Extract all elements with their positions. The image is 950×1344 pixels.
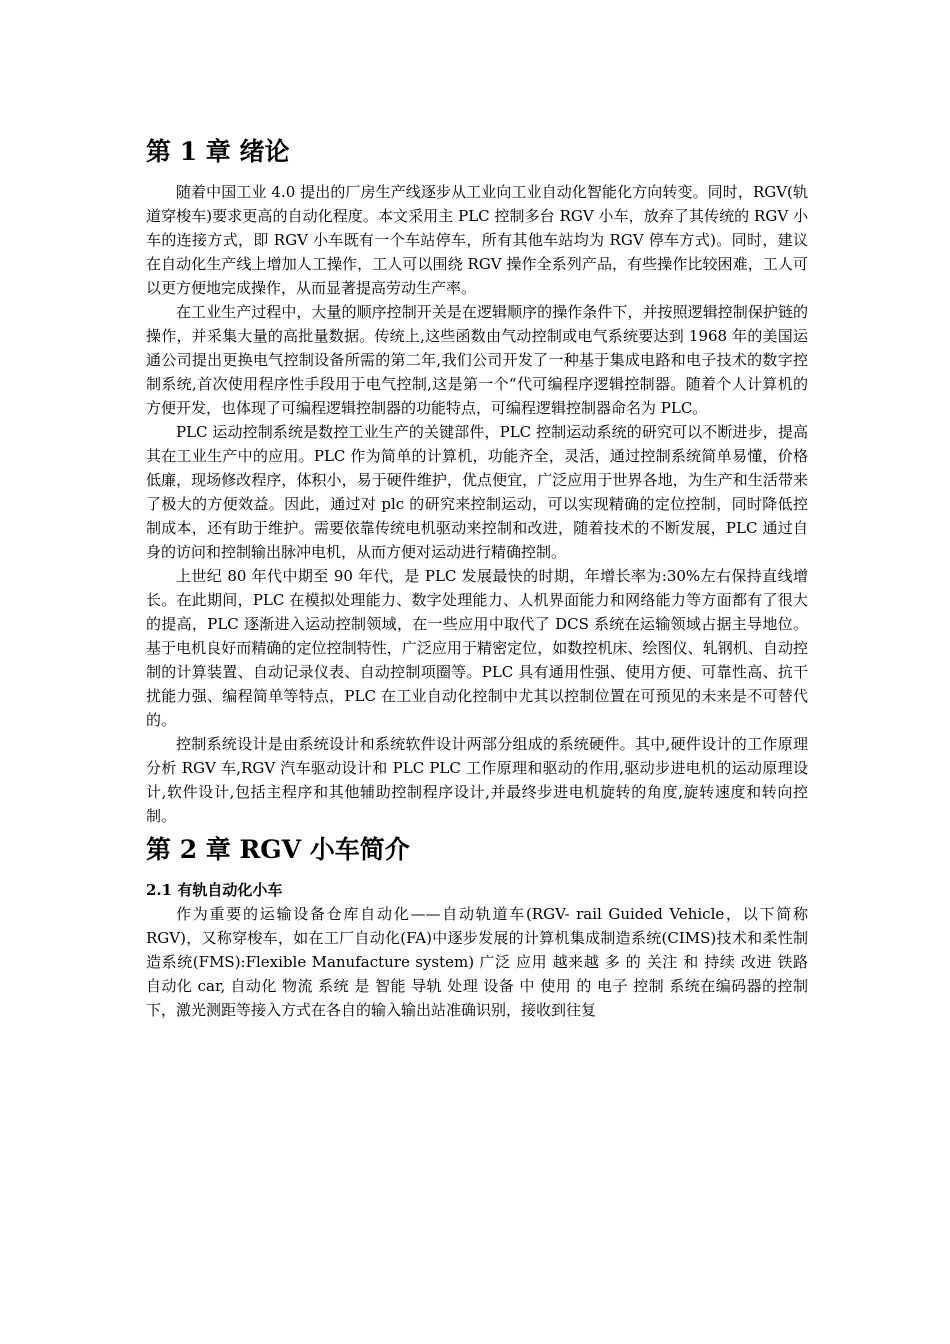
- section-2-1-title: 2.1 有轨自动化小车: [146, 881, 283, 899]
- chapter-1-paragraph-5: 控制系统设计是由系统设计和系统软件设计两部分组成的系统硬件。其中,硬件设计的工作原理分析 RGV 车,RGV 汽车驱动设计和 PLC PLC 工作原理和驱动的作用,驱动步进电机的运动原理设计,软件设计,包括主程序和其他辅助控制程序设计,并最终步进电机旋转的角度,旋转速度和转向控制。: [146, 735, 808, 825]
- document-page: [146, 132, 808, 1022]
- chapter-1-paragraph-3: PLC 运动控制系统是数控工业生产的关键部件，PLC 控制运动系统的研究可以不断进步，提高其在工业生产中的应用。PLC 作为简单的计算机，功能齐全，灵活，通过控制系统简单易懂，价格低廉，现场修改程序，体积小，易于硬件维护，优点便宜，广泛应用于世界各地，为生产和生活带来了极大的方便效益。因此，通过对 plc 的研究来控制运动，可以实现精确的定位控制，同时降低控制成本，还有助于维护。需要依靠传统电机驱动来控制和改进，随着技术的不断发展，PLC 通过自身的访问和控制输出脉冲电机，从而方便对运动进行精确控制。: [146, 423, 808, 561]
- chapter-2-title: 第 2 章 RGV 小车简介: [146, 835, 410, 864]
- chapter-1-paragraph-1: 随着中国工业 4.0 提出的厂房生产线逐步从工业向工业自动化智能化方向转变。同时，RGV(轨道穿梭车)要求更高的自动化程度。本文采用主 PLC 控制多台 RGV 小车，放弃了其传统的 RGV 小车的连接方式，即 RGV 小车既有一个车站停车，所有其他车站均为 RGV 停车方式)。同时，建议在自动化生产线上增加人工操作，工人可以围绕 RGV 操作全系列产品，有些操作比较困难，工人可以更方便地完成操作，从而显著提高劳动生产率。: [146, 183, 808, 297]
- section-2-1-paragraph-1: 作为重要的运输设备仓库自动化——自动轨道车(RGV- rail Guided Vehicle，以下简称 RGV)，又称穿梭车，如在工厂自动化(FA)中逐步发展的计算机集成制造系统(CIMS)技术和柔性制造系统(FMS):Flexible Manufacture system) 广泛 应用 越来越 多 的 关注 和 持续 改进 铁路 自动化 car, 自动化 物流 系统 是 智能 导轨 处理 设备 中 使用 的 电子 控制 系统在编码器的控制下，激光测距等接入方式在各自的输入输出站准确识别，接收到往复: [146, 905, 808, 1019]
- chapter-1-paragraph-2: 在工业生产过程中，大量的顺序控制开关是在逻辑顺序的操作条件下，并按照逻辑控制保护链的操作，并采集大量的高批量数据。传统上,这些函数由气动控制或电气系统要达到 1968 年的美国运通公司提出更换电气控制设备所需的第二年,我们公司开发了一种基于集成电路和电子技术的数字控制系统,首次使用程序性手段用于电气控制,这是第一个“代可编程序逻辑控制器。随着个人计算机的方便开发，也体现了可编程逻辑控制器的功能特点，可编程逻辑控制器命名为 PLC。: [146, 303, 808, 417]
- chapter-1-title: 第 1 章 绪论: [146, 137, 290, 166]
- chapter-1-paragraph-4: 上世纪 80 年代中期至 90 年代，是 PLC 发展最快的时期，年增长率为:30%左右保持直线增长。在此期间，PLC 在模拟处理能力、数字处理能力、人机界面能力和网络能力等方面都有了很大的提高，PLC 逐渐进入运动控制领域，在一些应用中取代了 DCS 系统在运输领域占据主导地位。基于电机良好而精确的定位控制特性，广泛应用于精密定位，如数控机床、绘图仪、轧钢机、自动控制的计算装置、自动记录仪表、自动控制项圈等。PLC 具有通用性强、使用方便、可靠性高、抗干扰能力强、编程简单等特点，PLC 在工业自动化控制中尤其以控制位置在可预见的未来是不可替代的。: [146, 567, 808, 729]
